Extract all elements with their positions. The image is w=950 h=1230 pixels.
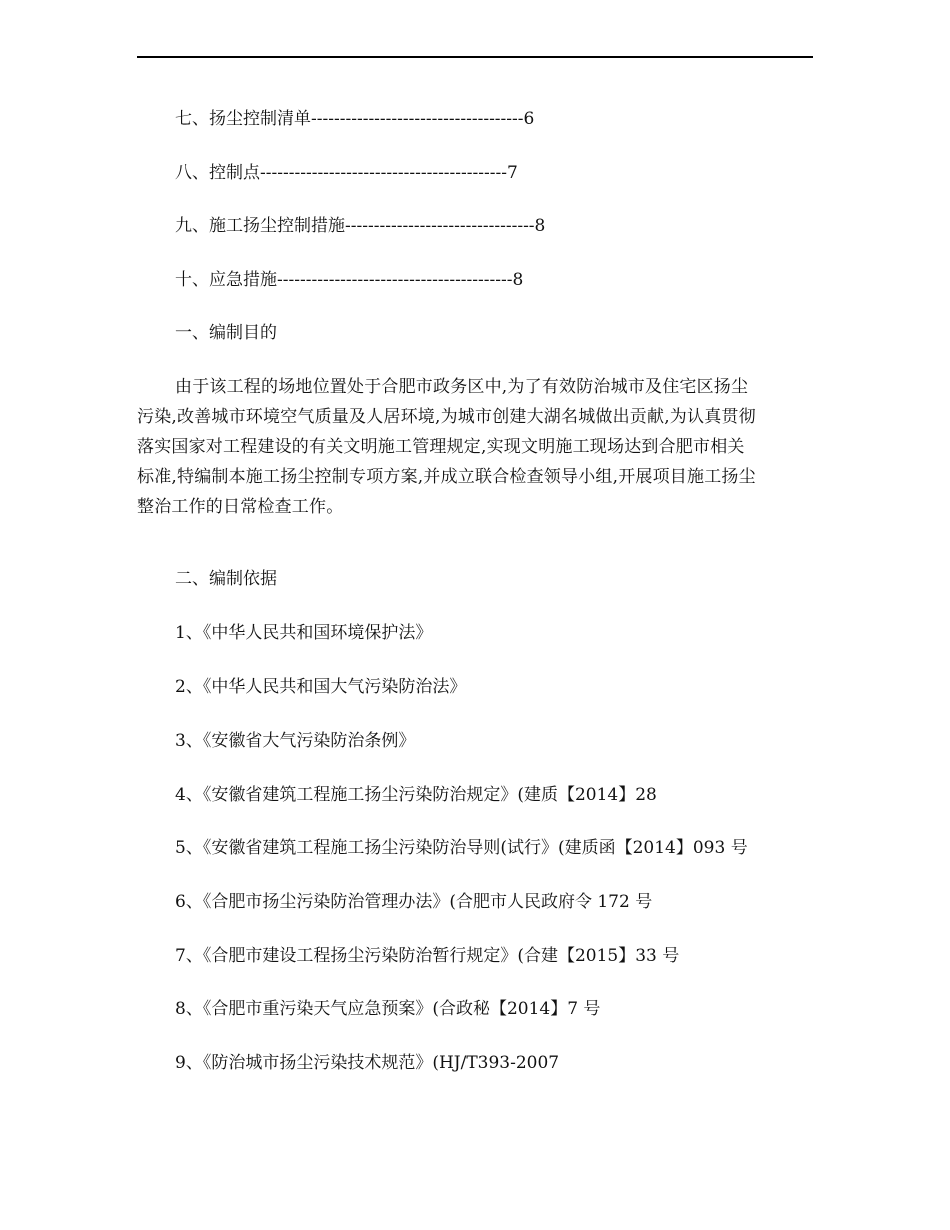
toc-item-8: 八、控制点-------------------------------------------7 [175,163,518,183]
purpose-paragraph [137,372,813,522]
section-heading-basis: 二、编制依据 [175,569,277,589]
basis-item-9: 9、《防治城市扬尘污染技术规范》(HJ/T393-2007 [175,1053,560,1073]
basis-item-6: 6、《合肥市扬尘污染防治管理办法》(合肥市人民政府令 172 号 [175,892,653,912]
paragraph-line: 标准,特编制本施工扬尘控制专项方案,并成立联合检查领导小组,开展项目施工扬尘 [137,467,756,487]
header-rule [137,56,813,58]
basis-item-5: 5、《安徽省建筑工程施工扬尘污染防治导则(试行》(建质函【2014】093 号 [175,838,748,858]
basis-item-8: 8、《合肥市重污染天气应急预案》(合政秘【2014】7 号 [175,999,601,1019]
toc-item-10: 十、应急措施-----------------------------------------8 [175,270,524,290]
basis-item-7: 7、《合肥市建设工程扬尘污染防治暂行规定》(合建【2015】33 号 [175,946,680,966]
basis-item-1: 1、《中华人民共和国环境保护法》 [175,623,433,643]
paragraph-line: 整治工作的日常检查工作。 [137,497,344,517]
paragraph-line: 落实国家对工程建设的有关文明施工管理规定,实现文明施工现场达到合肥市相关 [137,437,745,457]
section-heading-purpose: 一、编制目的 [175,323,277,343]
toc-item-7: 七、扬尘控制清单-------------------------------------6 [175,109,535,129]
basis-item-4: 4、《安徽省建筑工程施工扬尘污染防治规定》(建质【2014】28 [175,785,657,805]
basis-item-3: 3、《安徽省大气污染防治条例》 [175,731,416,751]
basis-item-2: 2、《中华人民共和国大气污染防治法》 [175,677,467,697]
paragraph-line: 污染,改善城市环境空气质量及人居环境,为城市创建大湖名城做出贡献,为认真贯彻 [137,407,756,427]
toc-item-9: 九、施工扬尘控制措施---------------------------------8 [175,216,546,236]
paragraph-line: 由于该工程的场地位置处于合肥市政务区中,为了有效防治城市及住宅区扬尘 [175,377,749,397]
